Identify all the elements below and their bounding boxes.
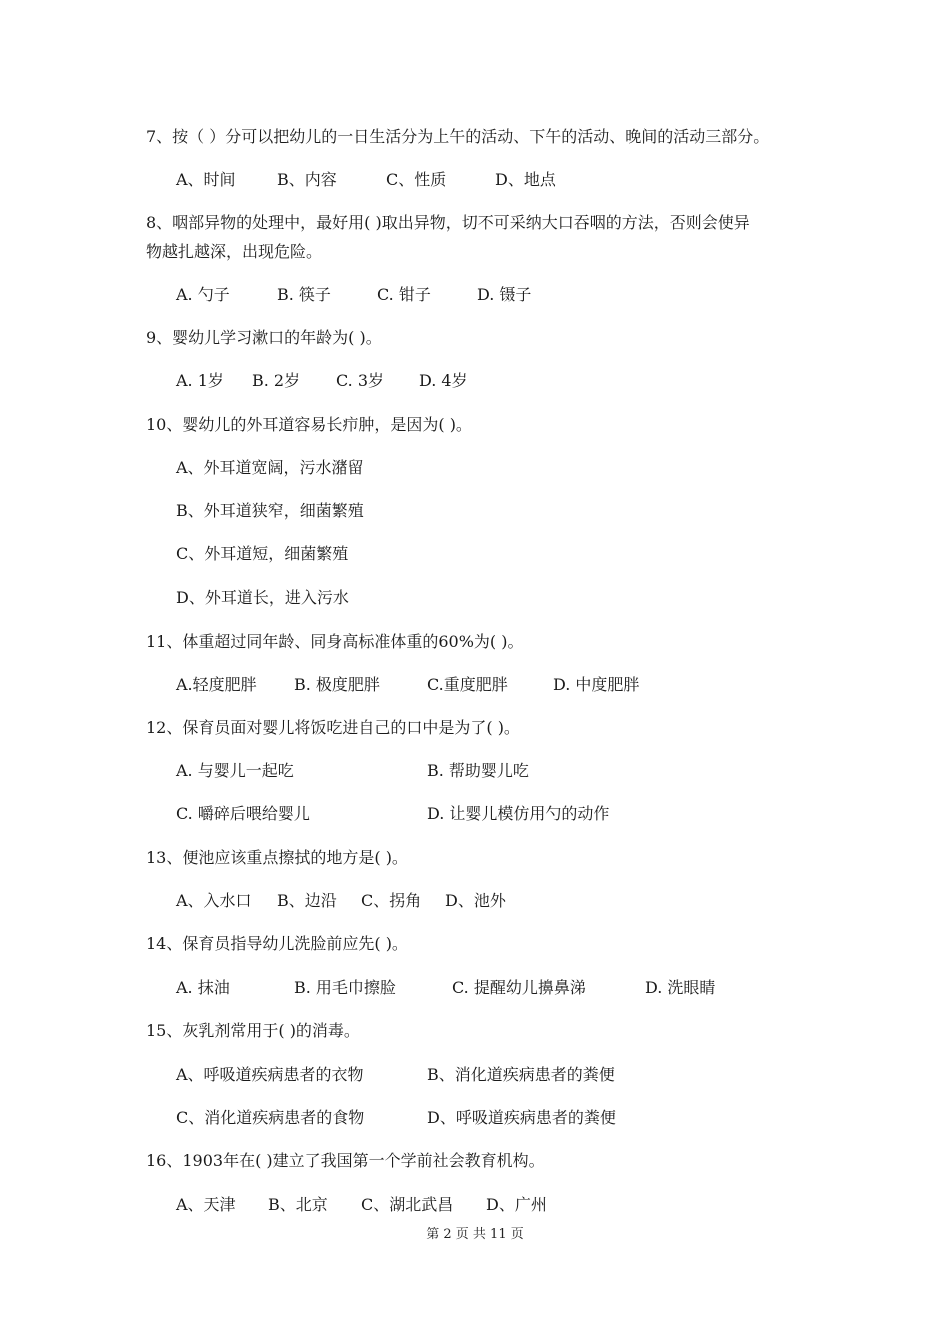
question-16-option-b: B、北京	[268, 1195, 328, 1214]
question-9-option-a: A. 1岁	[176, 371, 224, 390]
question-7-option-c: C、性质	[386, 170, 447, 189]
question-12-option-c: C. 嚼碎后喂给婴儿	[176, 804, 310, 823]
question-7-option-b: B、内容	[277, 170, 337, 189]
question-7-option-a: A、时间	[176, 170, 236, 189]
question-13-option-b: B、边沿	[277, 891, 337, 910]
question-12-option-a: A. 与婴儿一起吃	[176, 761, 294, 780]
question-8-stem-line-1: 8、咽部异物的处理中，最好用( )取出异物，切不可采纳大口吞咽的方法，否则会使异	[146, 213, 750, 232]
page-number-footer: 第 2 页 共 11 页	[426, 1227, 524, 1242]
question-8-option-c: C. 钳子	[377, 285, 431, 304]
question-16-stem: 16、1903年在( )建立了我国第一个学前社会教育机构。	[146, 1151, 545, 1170]
question-15-option-c: C、消化道疾病患者的食物	[176, 1108, 365, 1127]
question-12-option-d: D. 让婴儿模仿用勺的动作	[427, 804, 610, 823]
question-12-stem: 12、保育员面对婴儿将饭吃进自己的口中是为了( )。	[146, 718, 520, 737]
question-8-option-a: A. 勺子	[176, 285, 230, 304]
question-10-option-c: C、外耳道短，细菌繁殖	[176, 544, 349, 563]
question-13-option-c: C、拐角	[361, 891, 422, 910]
question-13-option-a: A、入水口	[176, 891, 252, 910]
question-10-option-b: B、外耳道狭窄，细菌繁殖	[176, 501, 364, 520]
question-11-stem: 11、体重超过同年龄、同身高标准体重的60%为( )。	[146, 632, 524, 651]
question-14-option-c: C. 提醒幼儿擤鼻涕	[452, 978, 586, 997]
question-14-stem: 14、保育员指导幼儿洗脸前应先( )。	[146, 934, 408, 953]
question-9-option-d: D. 4岁	[419, 371, 468, 390]
question-11-option-b: B. 极度肥胖	[294, 675, 380, 694]
question-7-option-d: D、地点	[495, 170, 556, 189]
question-9-option-c: C. 3岁	[336, 371, 385, 390]
question-16-option-c: C、湖北武昌	[361, 1195, 454, 1214]
question-9-option-b: B. 2岁	[252, 371, 301, 390]
question-8-option-d: D. 镊子	[477, 285, 532, 304]
question-16-option-a: A、天津	[176, 1195, 236, 1214]
question-16-option-d: D、广州	[486, 1195, 547, 1214]
question-15-option-d: D、呼吸道疾病患者的粪便	[427, 1108, 616, 1127]
question-15-option-b: B、消化道疾病患者的粪便	[427, 1065, 615, 1084]
question-8-option-b: B. 筷子	[277, 285, 331, 304]
question-12-option-b: B. 帮助婴儿吃	[427, 761, 529, 780]
question-10-option-d: D、外耳道长，进入污水	[176, 588, 349, 607]
question-14-option-b: B. 用毛巾擦脸	[294, 978, 396, 997]
question-11-option-c: C.重度肥胖	[427, 675, 508, 694]
question-10-stem: 10、婴幼儿的外耳道容易长疖肿，是因为( )。	[146, 415, 472, 434]
question-14-option-d: D. 洗眼睛	[645, 978, 716, 997]
question-13-stem: 13、便池应该重点擦拭的地方是( )。	[146, 848, 408, 867]
question-13-option-d: D、池外	[445, 891, 506, 910]
question-8-stem-line-2: 物越扎越深，出现危险。	[146, 242, 323, 261]
question-10-option-a: A、外耳道宽阔，污水潴留	[176, 458, 364, 477]
question-7-stem: 7、按（ ）分可以把幼儿的一日生活分为上午的活动、下午的活动、晚间的活动三部分。	[146, 127, 770, 146]
question-11-option-a: A.轻度肥胖	[176, 675, 257, 694]
question-15-stem: 15、灰乳剂常用于( )的消毒。	[146, 1021, 360, 1040]
question-11-option-d: D. 中度肥胖	[553, 675, 640, 694]
question-9-stem: 9、婴幼儿学习漱口的年龄为( )。	[146, 328, 382, 347]
question-15-option-a: A、呼吸道疾病患者的衣物	[176, 1065, 364, 1084]
question-14-option-a: A. 抹油	[176, 978, 230, 997]
